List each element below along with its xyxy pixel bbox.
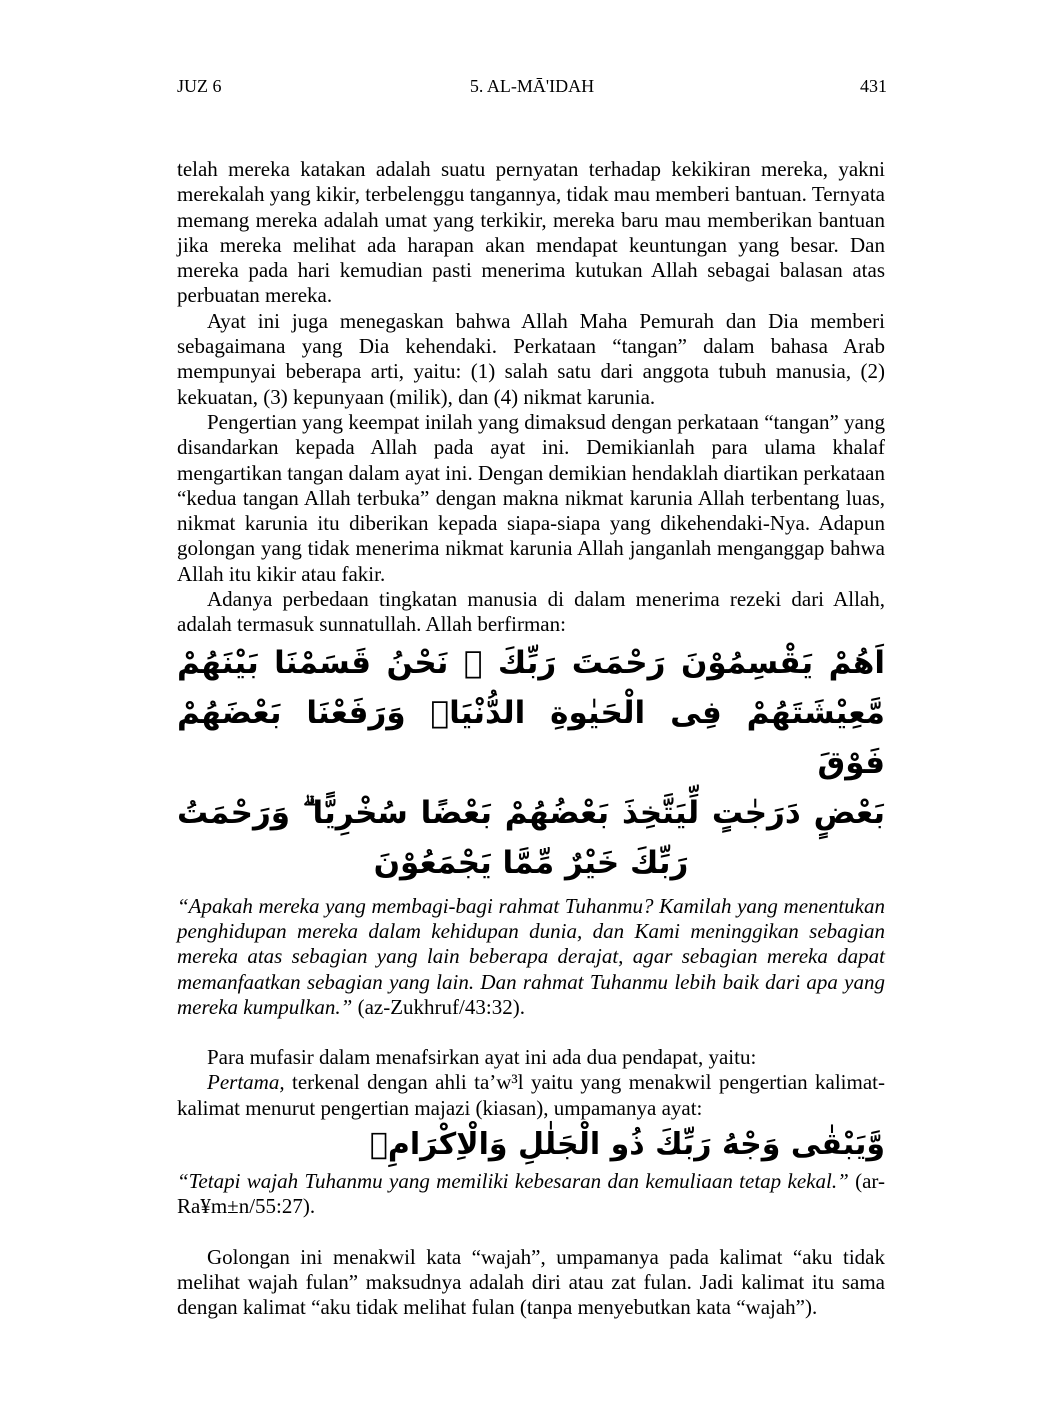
juz-label: JUZ 6 — [177, 76, 222, 96]
verse-1-arabic-line-2: بَعْضٍ دَرَجٰتٍ لِّيَتَّخِذَ بَعْضُهُمْ بَعْضًا سُخْرِيًّا ۗ وَرَحْمَتُ رَبِّكَ خَيْرٌ مِّمَّا يَجْمَعُوْنَ — [177, 794, 885, 881]
paragraph-7: Golongan ini menakwil kata “wajah”, umpamanya pada kalimat “aku tidak melihat wajah fulan” maksudnya adalah diri atau zat fulan. Jadi kalimat itu sama dengan kalimat “aku tidak melihat fulan (tanpa menyebutkan kata “wajah”). — [177, 1244, 885, 1320]
verse-1-translation-text: “Apakah mereka yang membagi-bagi rahmat Tuhanmu? Kamilah yang menentukan penghidupan mereka dalam kehidupan dunia, dan Kami meninggikan sebagian mereka atas sebagian yang lain beberapa derajat, agar sebagian mereka dapat memanfaatkan sebagian yang lain. Dan rahmat Tuhanmu lebih baik dari apa yang mereka kumpulkan.” — [177, 893, 885, 1019]
verse-2-reference: (ar-Ra¥m±n/55:27). — [177, 1169, 885, 1219]
page-body — [177, 157, 885, 1321]
surah-title: 5. AL-MĀ'IDAH — [469, 76, 595, 96]
paragraph-1: telah mereka katakan adalah suatu pernyatan terhadap kekikiran mereka, yakni merekalah yang kikir, terbelenggu tangannya, tidak mau memberi bantuan. Ternyata memang mereka adalah umat yang terkikir, mereka baru mau memberikan bantuan jika mereka melihat ada harapan akan mendapat keuntungan yang besar. Dan mereka pada hari kemudian pasti menerima kutukan Allah sebagai balasan atas perbuatan mereka. — [177, 157, 885, 308]
verse-1-translation — [177, 894, 885, 1020]
paragraph-4: Adanya perbedaan tingkatan manusia di dalam menerima rezeki dari Allah, adalah termasuk sunnatullah. Allah berfirman: — [177, 587, 885, 637]
verse-2-translation-text: “Tetapi wajah Tuhanmu yang memiliki kebesaran dan kemuliaan tetap kekal.” — [177, 1169, 849, 1194]
running-header — [177, 76, 887, 98]
verse-2-arabic: وَّيَبْقٰى وَجْهُ رَبِّكَ ذُو الْجَلٰلِ وَالْاِكْرَامِۚ — [369, 1127, 885, 1163]
paragraph-6-text: terkenal dengan ahli ta’w³l yaitu yang menakwil pengertian kalimat-kalimat menurut pengertian majazi (kiasan), umpamanya ayat: — [177, 1070, 885, 1120]
verse-2-translation — [177, 1169, 885, 1220]
paragraph-2: Ayat ini juga menegaskan bahwa Allah Maha Pemurah dan Dia memberi sebagaimana yang Dia kehendaki. Perkataan “tangan” dalam bahasa Arab mempunyai beberapa arti, yaitu: (1) salah satu dari anggota tubuh manusia, (2) kekuatan, (3) kepunyaan (milik), dan (4) nikmat karunia. — [177, 308, 885, 409]
page-number: 431 — [860, 76, 887, 96]
verse-1-reference: (az-Zukhruf/43:32). — [352, 994, 525, 1019]
paragraph-3: Pengertian yang keempat inilah yang dimaksud dengan perkataan “tangan” yang disandarkan kepada Allah pada ayat ini. Demikianlah para ulama khalaf mengartikan tangan dalam ayat ini. Dengan demikian hendaklah diartikan perkataan “kedua tangan Allah terbuka” dengan makna nikmat karunia Allah terbentang luas, nikmat karunia itu diberikan kepada siapa-siapa yang dikehendaki-Nya. Adapun golongan yang tidak menerima nikmat karunia Allah janganlah menganggap bahwa Allah itu kikir atau fakir. — [177, 409, 885, 586]
paragraph-6 — [177, 1070, 885, 1121]
paragraph-5: Para mufasir dalam menafsirkan ayat ini ada dua pendapat, yaitu: — [207, 1045, 757, 1070]
paragraph-6-lead: Pertama, — [207, 1070, 285, 1095]
verse-1-arabic-line-1: اَهُمْ يَقْسِمُوْنَ رَحْمَتَ رَبِّكَ ۗ نَحْنُ قَسَمْنَا بَيْنَهُمْ مَّعِيْشَتَهُمْ فِى الْحَيٰوةِ الدُّنْيَاۙ وَرَفَعْنَا بَعْضَهُمْ فَوْقَ — [177, 644, 885, 781]
